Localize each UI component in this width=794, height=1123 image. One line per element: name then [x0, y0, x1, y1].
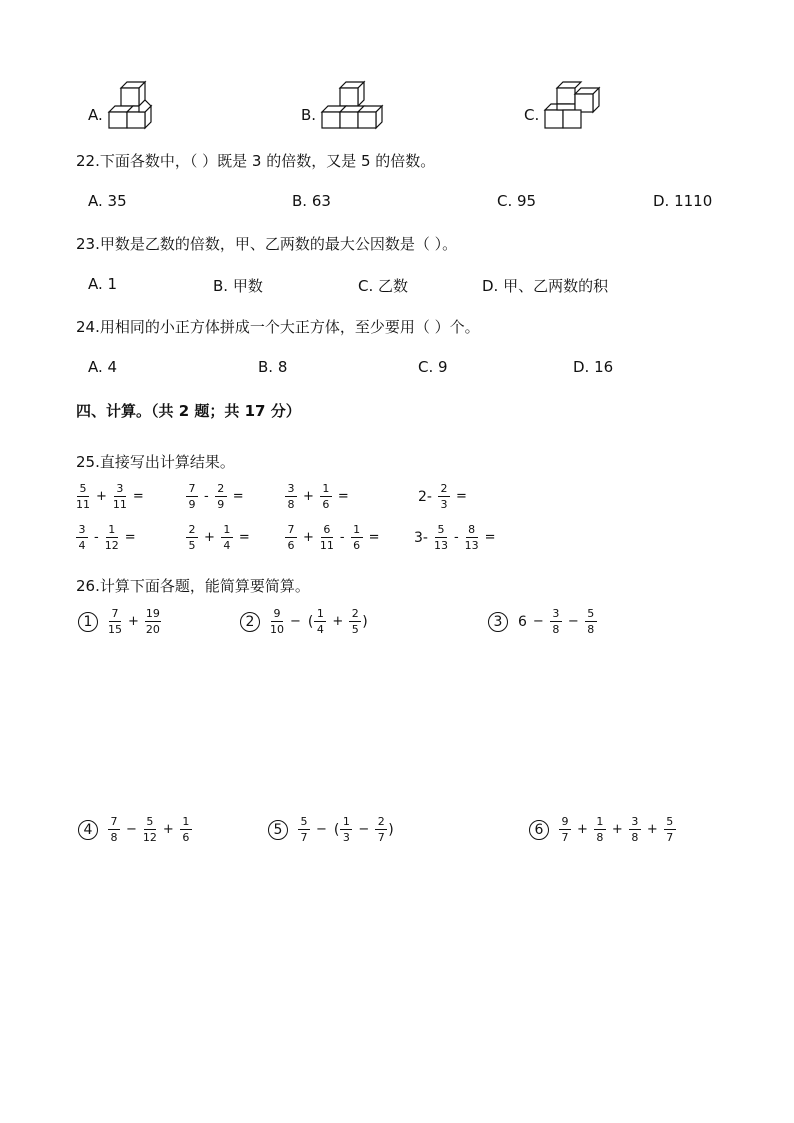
operator: + [303, 530, 314, 545]
operator: − [567, 614, 579, 629]
q22-option-b[interactable]: B. 63 [292, 192, 331, 210]
fraction: $\frac{7}{8}$ [108, 816, 120, 843]
operator: + [303, 489, 314, 504]
cube-figure-b [320, 80, 384, 130]
q25-r1-expr-1 [76, 483, 150, 510]
q23-option-c[interactable]: C. 乙数 [358, 277, 409, 295]
fraction: $\frac{1}{6}$ [351, 524, 363, 551]
operator: − [126, 822, 137, 837]
q26-problem-1 [78, 608, 161, 635]
q26-problem-4 [78, 816, 192, 843]
operator: - [339, 530, 345, 545]
q23-option-d[interactable]: D. 甲、乙两数的积 [482, 277, 609, 295]
q25-r1-expr-4 [418, 483, 473, 510]
operator: + [204, 530, 215, 545]
operator: − [290, 614, 301, 629]
whole-number: 3- [414, 529, 428, 546]
equals-sign: = [455, 489, 467, 504]
q23-option-b[interactable]: B. 甲数 [213, 277, 263, 295]
fraction: $\frac{5}{11}$ [76, 482, 90, 511]
equals-sign: = [132, 489, 144, 504]
fraction: $\frac{1}{6}$ [320, 483, 332, 510]
option-label: A. [88, 106, 103, 124]
q24-option-c[interactable]: C. 9 [418, 358, 448, 376]
whole-number: 6 [518, 613, 527, 630]
q24-option-b[interactable]: B. 8 [258, 358, 288, 376]
q26-stem: 26.计算下面各题，能简算要简算。 [76, 577, 310, 595]
fraction: $\frac{7}{15}$ [108, 607, 122, 636]
fraction: $\frac{3}{8}$ [550, 608, 562, 635]
fraction: $\frac{9}{7}$ [559, 816, 571, 843]
operator: + [577, 822, 588, 837]
circled-number: 5 [268, 820, 288, 840]
fraction: $\frac{19}{20}$ [145, 607, 160, 636]
fraction: $\frac{3}{4}$ [76, 524, 88, 551]
cube-figure-a [107, 80, 159, 130]
q26-problem-5 [268, 816, 395, 843]
fraction: $\frac{3}{8}$ [629, 816, 641, 843]
q22-option-c[interactable]: C. 95 [497, 192, 537, 210]
q24-stem: 24.用相同的小正方体拼成一个大正方体，至少要用（ ）个。 [76, 318, 480, 336]
q26-problem-3 [488, 608, 597, 635]
fraction: $\frac{5}{7}$ [664, 816, 676, 843]
fraction: $\frac{1}{3}$ [340, 816, 352, 843]
fraction: $\frac{1}{8}$ [594, 816, 606, 843]
fraction: $\frac{1}{6}$ [180, 816, 192, 843]
fraction: $\frac{7}{6}$ [285, 524, 297, 551]
operator: + [128, 614, 139, 629]
option-label: C. [524, 106, 540, 124]
circled-number: 1 [78, 612, 98, 632]
equals-sign: = [368, 530, 380, 545]
q22-stem: 22.下面各数中，（ ）既是 3 的倍数，又是 5 的倍数。 [76, 152, 436, 170]
equals-sign: = [232, 489, 244, 504]
operator: − [532, 614, 544, 629]
fraction: $\frac{6}{11}$ [319, 523, 334, 552]
operator: + [611, 822, 623, 837]
fraction: $\frac{2}{9}$ [215, 483, 227, 510]
q25-r2-expr-4 [414, 524, 502, 551]
equals-sign: = [238, 530, 250, 545]
option-label: B. [301, 106, 317, 124]
section-title: 四、计算。（共 2 题；共 17 分） [76, 402, 301, 420]
q21-option-c[interactable] [524, 80, 607, 130]
fraction: $\frac{5}{8}$ [585, 608, 597, 635]
q22-option-a[interactable]: A. 35 [88, 192, 127, 210]
q25-r1-expr-2 [186, 483, 250, 510]
q22-option-d[interactable]: D. 1110 [653, 192, 713, 210]
fraction: $\frac{3}{11}$ [112, 482, 127, 511]
q26-problem-2 [240, 608, 369, 635]
fraction: $\frac{7}{9}$ [186, 483, 198, 510]
fraction: $\frac{8}{13}$ [464, 523, 479, 552]
operator: + [646, 822, 658, 837]
operator: + [96, 489, 107, 504]
fraction: $\frac{1}{4}$ [221, 524, 233, 551]
fraction: $\frac{1}{4}$ [314, 608, 326, 635]
q25-r2-expr-1 [76, 524, 142, 551]
q25-r2-expr-3 [285, 524, 386, 551]
whole-number: 2- [418, 488, 432, 505]
equals-sign: = [124, 530, 136, 545]
fraction: $\frac{2}{7}$ [375, 816, 387, 843]
fraction: $\frac{5}{13}$ [433, 523, 448, 552]
fraction: $\frac{2}{3}$ [438, 483, 450, 510]
operator: - [204, 489, 209, 504]
operator: + [332, 614, 344, 629]
q23-option-a[interactable]: A. 1 [88, 275, 118, 293]
right-paren: ) [362, 613, 368, 630]
fraction: $\frac{5}{12}$ [142, 815, 157, 844]
operator: + [162, 822, 174, 837]
circled-number: 4 [78, 820, 98, 840]
fraction: $\frac{9}{10}$ [270, 607, 284, 636]
operator: − [316, 822, 327, 837]
q25-r1-expr-3 [285, 483, 355, 510]
fraction: $\frac{3}{8}$ [285, 483, 297, 510]
left-paren: ( [333, 821, 340, 838]
q21-option-b[interactable] [301, 80, 384, 130]
fraction: $\frac{1}{12}$ [104, 523, 119, 552]
circled-number: 2 [240, 612, 260, 632]
operator: − [358, 822, 370, 837]
fraction: $\frac{2}{5}$ [349, 608, 361, 635]
q23-stem: 23.甲数是乙数的倍数，甲、乙两数的最大公因数是（ ）。 [76, 235, 458, 253]
left-paren: ( [307, 613, 314, 630]
equals-sign: = [337, 489, 349, 504]
equals-sign: = [484, 530, 496, 545]
q26-problem-6 [529, 816, 676, 843]
circled-number: 3 [488, 612, 508, 632]
fraction: $\frac{5}{7}$ [298, 816, 310, 843]
q21-option-a[interactable] [88, 80, 159, 130]
circled-number: 6 [529, 820, 549, 840]
fraction: $\frac{2}{5}$ [186, 524, 198, 551]
cube-figure-c [543, 80, 607, 130]
q24-option-d[interactable]: D. 16 [573, 358, 614, 376]
q25-r2-expr-2 [186, 524, 256, 551]
operator: - [453, 530, 459, 545]
operator: - [94, 530, 99, 545]
q25-stem: 25.直接写出计算结果。 [76, 453, 235, 471]
right-paren: ) [388, 821, 394, 838]
q24-option-a[interactable]: A. 4 [88, 358, 118, 376]
